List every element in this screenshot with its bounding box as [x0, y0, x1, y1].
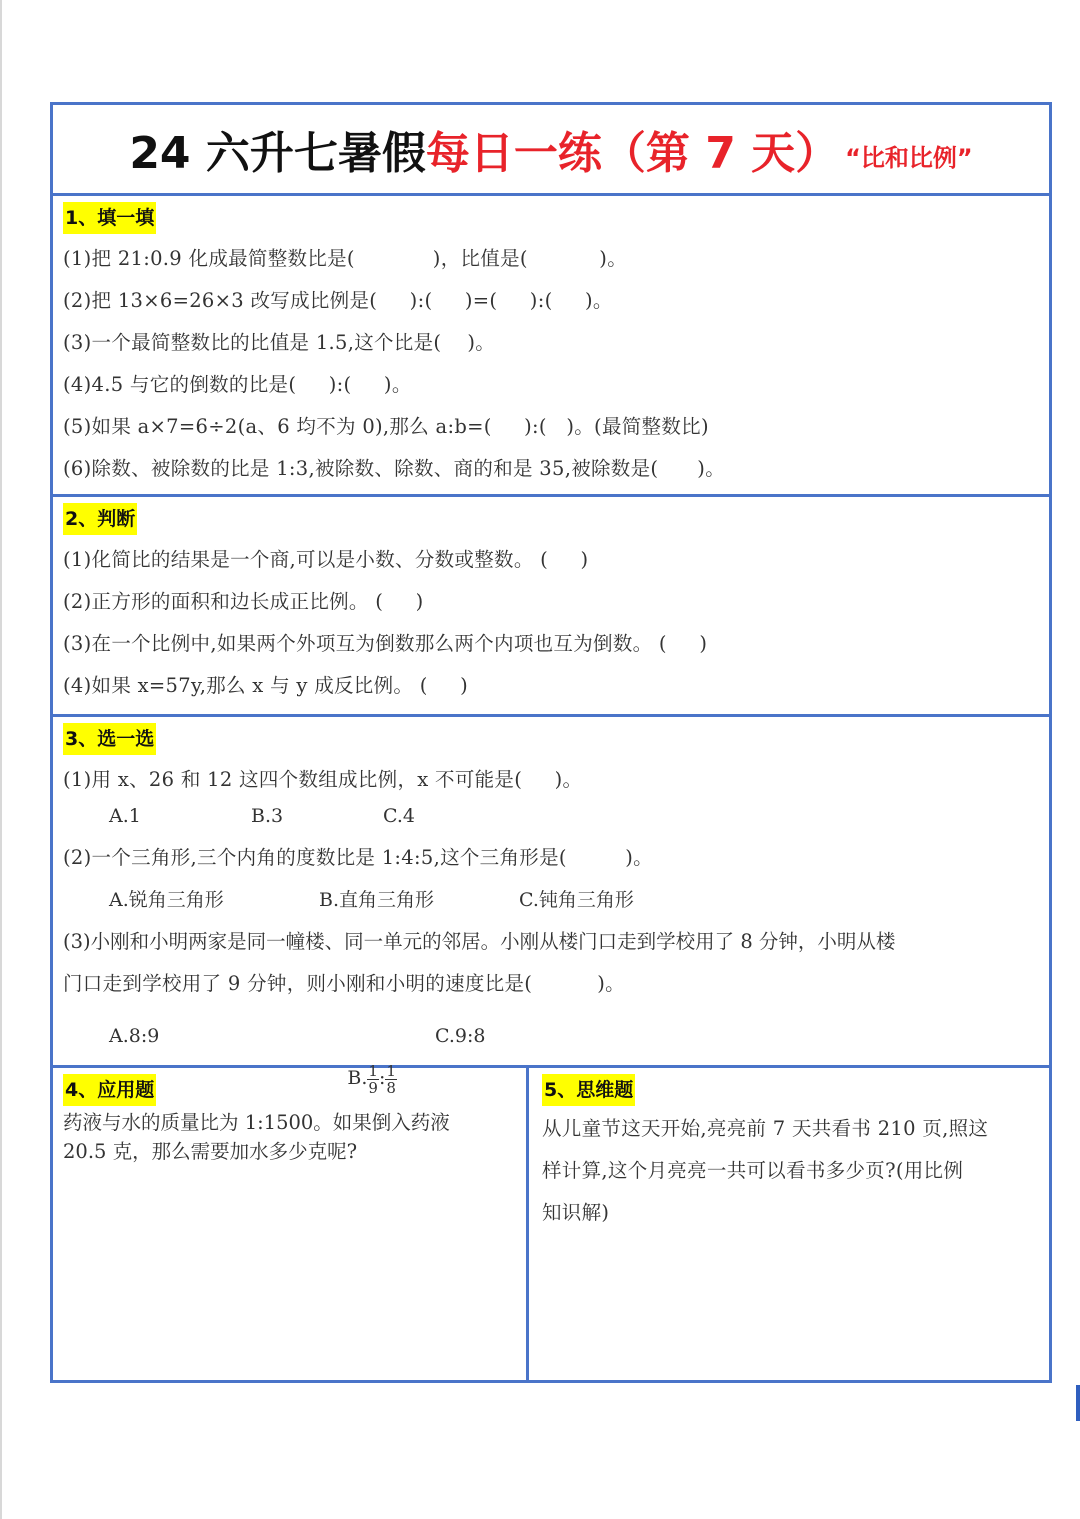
option: A.锐角三角形 — [109, 889, 224, 911]
question: (4)4.5 与它的倒数的比是( ):( )。 — [63, 373, 412, 396]
problem-text: 从儿童节这天开始,亮亮前 7 天共看书 210 页,照这 — [542, 1117, 989, 1140]
option-label: B. — [347, 1067, 368, 1089]
title-row — [53, 105, 1049, 196]
title-main: 每日一练（第 7 天） — [425, 128, 840, 179]
question: (2)一个三角形,三个内角的度数比是 1:4:5,这个三角形是( )。 — [63, 846, 653, 869]
question: 门口走到学校用了 9 分钟，则小刚和小明的速度比是( )。 — [63, 972, 625, 995]
question: (1)用 x、26 和 12 这四个数组成比例，x 不可能是( )。 — [63, 768, 583, 791]
option: C.4 — [383, 805, 415, 827]
option: A.1 — [109, 805, 141, 827]
problem-text: 20.5 克，那么需要加水多少克呢? — [63, 1140, 358, 1163]
title-prefix: 24 六升七暑假 — [129, 128, 426, 179]
section-thinking — [532, 1068, 1049, 1380]
question: (3)小刚和小明两家是同一幢楼、同一单元的邻居。小刚从楼门口走到学校用了 8 分钟，小明从楼 — [63, 930, 896, 953]
options — [63, 795, 1049, 837]
section-header: 1、填一填 — [63, 202, 156, 234]
question: (4)如果 x=57y,那么 x 与 y 成反比例。 ( ) — [63, 674, 469, 697]
question: (1)化简比的结果是一个商,可以是小数、分数或整数。 ( ) — [63, 548, 589, 571]
section-fill-in — [53, 196, 1049, 497]
option: B.直角三角形 — [319, 889, 435, 911]
bottom-row — [53, 1068, 1049, 1380]
question: (6)除数、被除数的比是 1:3,被除数、除数、商的和是 35,被除数是( )。 — [63, 457, 726, 480]
question: (3)在一个比例中,如果两个外项互为倒数那么两个内项也互为倒数。 ( ) — [63, 632, 708, 655]
option: C.钝角三角形 — [519, 889, 634, 911]
page-edge — [0, 0, 2, 1519]
section-header: 5、思维题 — [542, 1074, 635, 1106]
numerator: 1 — [368, 1061, 378, 1080]
section-header: 3、选一选 — [63, 723, 156, 755]
option: C.9:8 — [435, 1025, 486, 1047]
section-header: 4、应用题 — [63, 1074, 156, 1106]
ratio-sign: : — [378, 1067, 386, 1089]
option: B.3 — [251, 805, 284, 827]
section-header: 2、判断 — [63, 503, 137, 535]
worksheet — [50, 102, 1052, 1383]
problem-text: 药液与水的质量比为 1:1500。如果倒入药液 — [63, 1111, 450, 1134]
numerator: 1 — [386, 1061, 396, 1080]
option: A.8:9 — [109, 1025, 160, 1047]
denominator: 8 — [386, 1078, 396, 1097]
question: (2)把 13×6=26×3 改写成比例是( ):( )=( ):( )。 — [63, 289, 613, 312]
title-topic: “比和比例” — [845, 144, 973, 172]
section-application — [53, 1068, 529, 1380]
question: (3)一个最简整数比的比值是 1.5,这个比是( )。 — [63, 331, 496, 354]
question: (5)如果 a×7=6÷2(a、6 均不为 0),那么 a:b=( ):( )。(最简整数比) — [63, 415, 709, 438]
section-judge — [53, 497, 1049, 717]
problem-text: 样计算,这个月亮亮一共可以看书多少页?(用比例 — [542, 1159, 964, 1182]
options — [63, 879, 1049, 921]
question: (2)正方形的面积和边长成正比例。 ( ) — [63, 590, 424, 613]
scrollbar[interactable] — [1076, 1385, 1080, 1421]
denominator: 9 — [368, 1078, 378, 1097]
problem-text: 知识解) — [542, 1201, 610, 1224]
question: (1)把 21:0.9 化成最简整数比是( )，比值是( )。 — [63, 247, 628, 270]
